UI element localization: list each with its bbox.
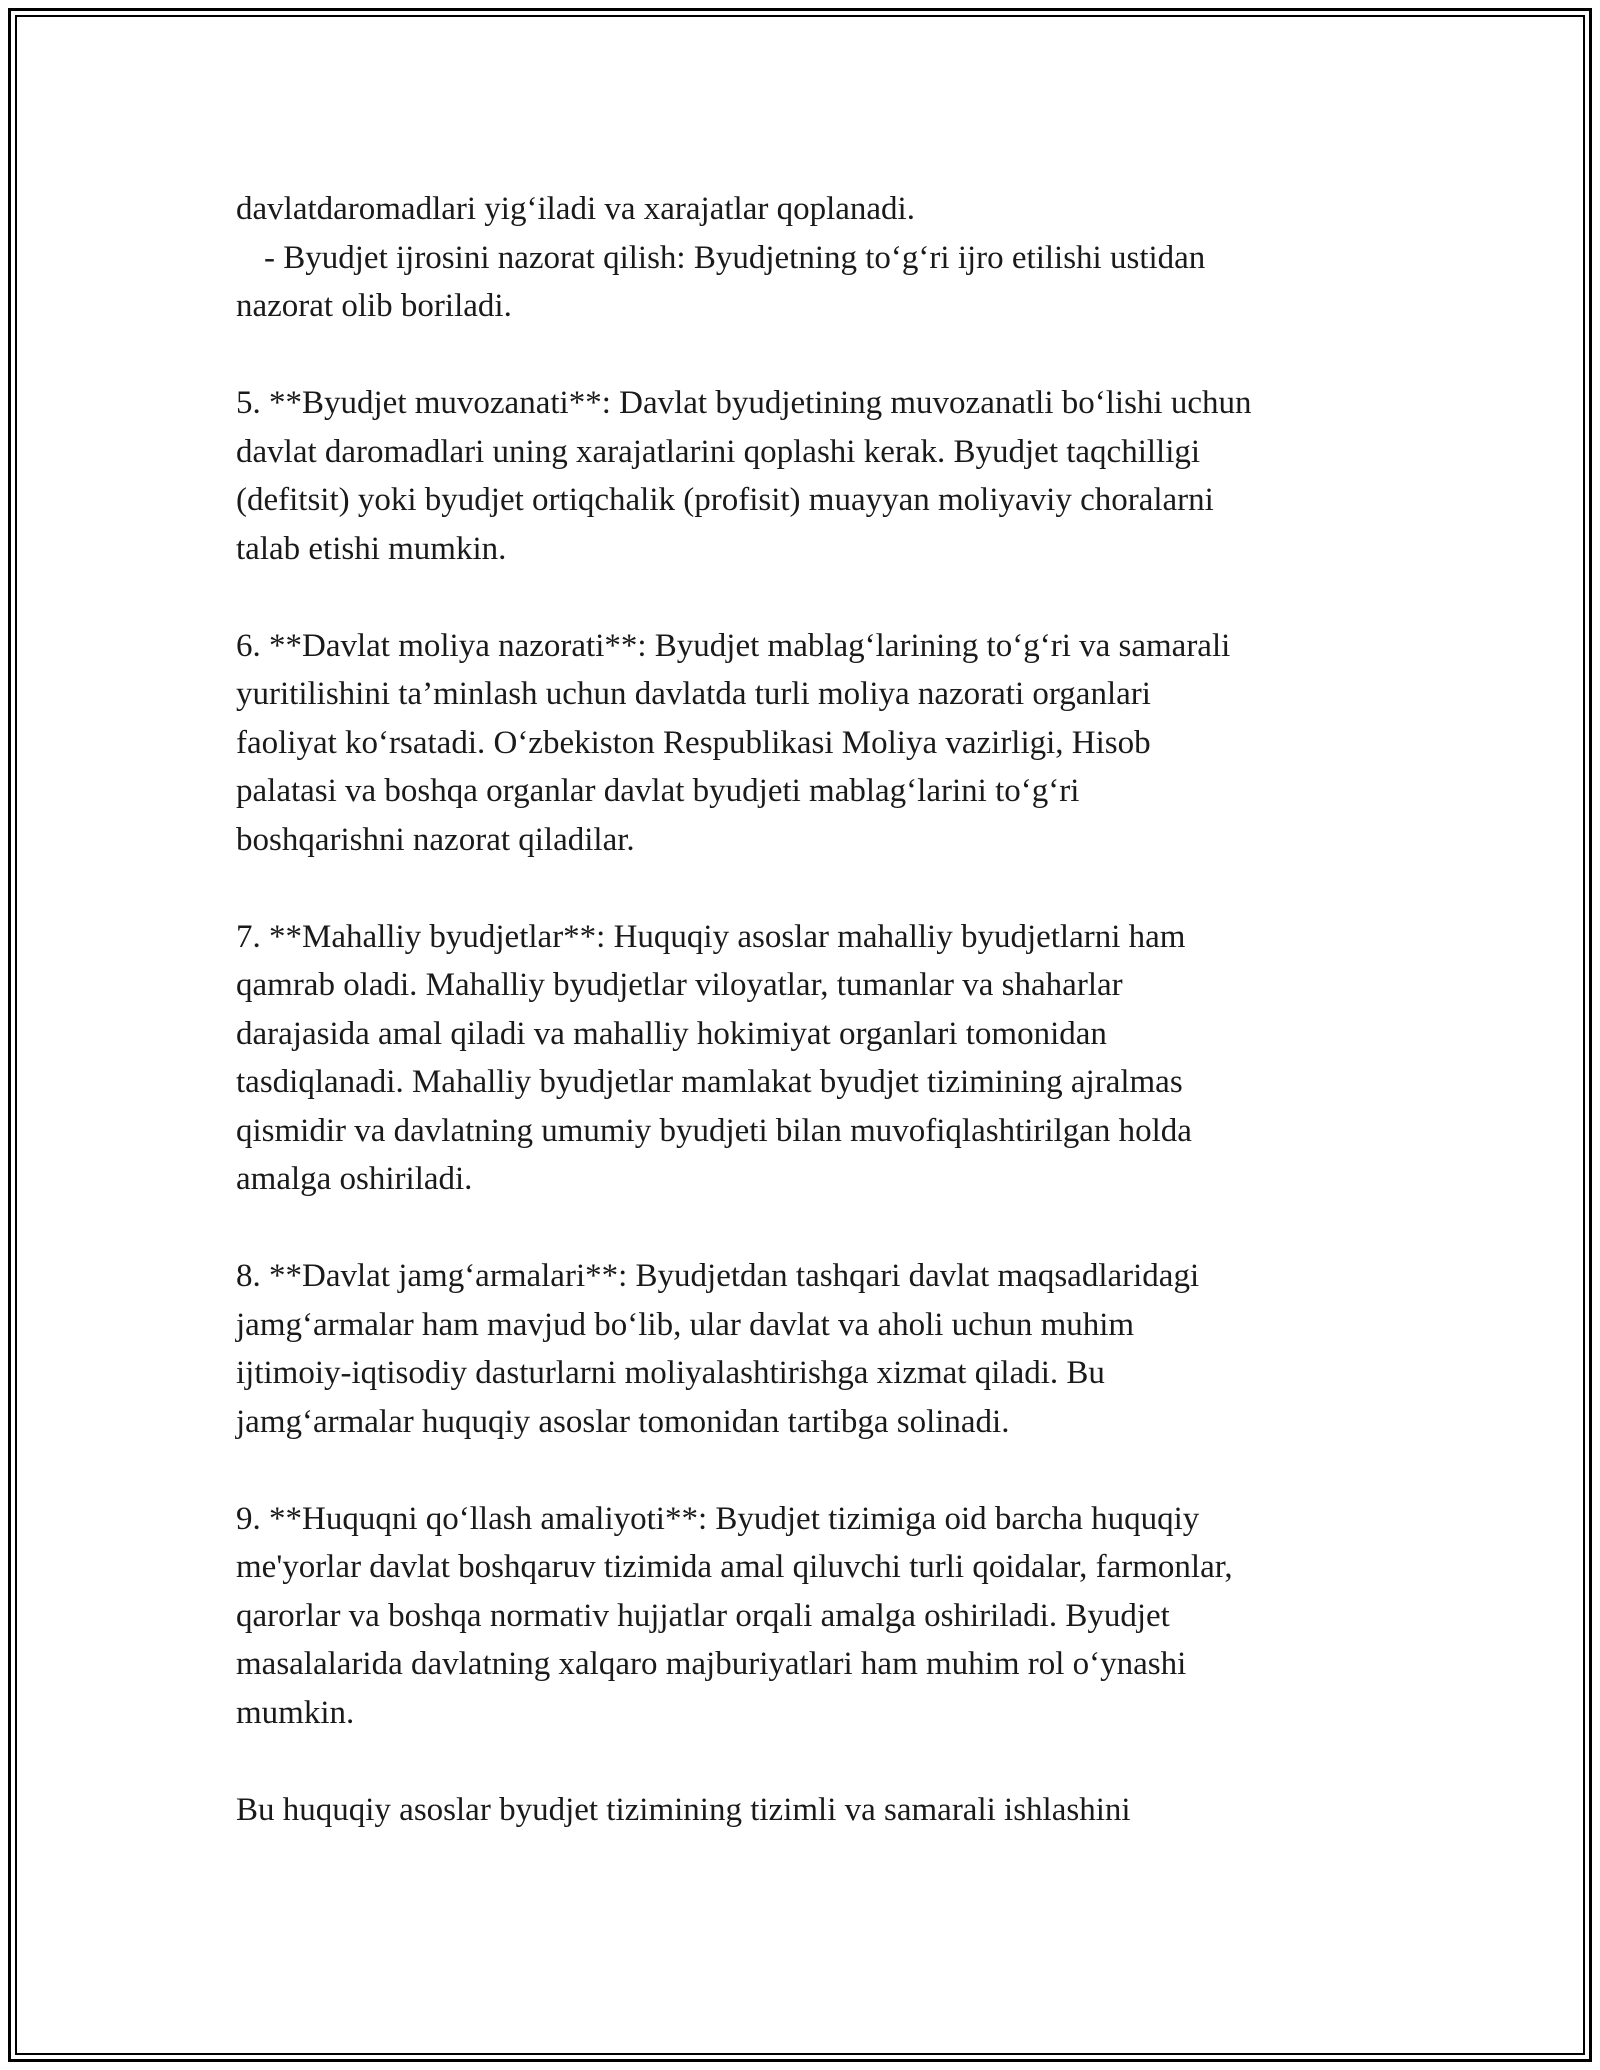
text-line: qismidir va davlatning umumiy byudjeti bilan muvofiqlashtirilgan holda	[236, 1112, 1192, 1149]
text-line: amalga oshiriladi.	[236, 1161, 473, 1197]
text-line: davlatdaromadlari yig‘iladi va xarajatlar qoplanadi.	[236, 191, 915, 227]
paragraph-gap	[236, 573, 1396, 622]
text-line: faoliyat ko‘rsatadi. O‘zbekiston Respublikasi Moliya vazirligi, Hisob	[236, 724, 1151, 761]
document-body	[236, 185, 1396, 1834]
paragraph-gap	[236, 1204, 1396, 1253]
text-line: davlat daromadlari uning xarajatlarini qoplashi kerak. Byudjet taqchilligi	[236, 433, 1201, 470]
text-line: palatasi va boshqa organlar davlat byudjeti mablag‘larini to‘g‘ri	[236, 773, 1080, 809]
text-line: qarorlar va boshqa normativ hujjatlar orqali amalga oshiriladi. Byudjet	[236, 1597, 1170, 1634]
item-6-heading-line: 6. **Davlat moliya nazorati**: Byudjet mablag‘larining to‘g‘ri va samarali	[236, 627, 1231, 664]
text-line: tasdiqlanadi. Mahalliy byudjetlar mamlakat byudjet tizimining ajralmas	[236, 1064, 1183, 1100]
text-line: jamg‘armalar ham mavjud bo‘lib, ular davlat va aholi uchun muhim	[236, 1306, 1135, 1343]
text-line: yuritilishini ta’minlash uchun davlatda turli moliya nazorati organlari	[236, 676, 1151, 712]
text-line: mumkin.	[236, 1694, 355, 1731]
paragraph-gap	[236, 331, 1396, 380]
text-line: qamrab oladi. Mahalliy byudjetlar viloyatlar, tumanlar va shaharlar	[236, 967, 1123, 1003]
text-line: ijtimoiy-iqtisodiy dasturlarni moliyalashtirishga xizmat qiladi. Bu	[236, 1355, 1105, 1391]
paragraph-gap	[236, 1446, 1396, 1495]
text-line: (defitsit) yoki byudjet ortiqchalik (profisit) muayyan moliyaviy choralarni	[236, 482, 1214, 518]
text-line: me'yorlar davlat boshqaruv tizimida amal qiluvchi turli qoidalar, farmonlar,	[236, 1549, 1233, 1585]
item-9-heading-line: 9. **Huquqni qo‘llash amaliyoti**: Byudjet tizimiga oid barcha huquqiy	[236, 1500, 1200, 1537]
item-7-heading-line: 7. **Mahalliy byudjetlar**: Huquqiy asoslar mahalliy byudjetlarni ham	[236, 918, 1186, 955]
item-5-heading-line: 5. **Byudjet muvozanati**: Davlat byudjetining muvozanatli bo‘lishi uchun	[236, 385, 1252, 421]
item-8-heading-line: 8. **Davlat jamg‘armalari**: Byudjetdan tashqari davlat maqsadlaridagi	[236, 1258, 1200, 1294]
bullet-line: - Byudjet ijrosini nazorat qilish: Byudjetning to‘g‘ri ijro etilishi ustidan	[264, 239, 1206, 276]
text-line: nazorat olib boriladi.	[236, 288, 512, 324]
text-line: boshqarishni nazorat qiladilar.	[236, 821, 635, 858]
text-line: talab etishi mumkin.	[236, 530, 507, 567]
text-line: masalalarida davlatning xalqaro majburiyatlari ham muhim rol o‘ynashi	[236, 1646, 1187, 1682]
text-line: darajasida amal qiladi va mahalliy hokimiyat organlari tomonidan	[236, 1015, 1107, 1052]
paragraph-gap	[236, 864, 1396, 913]
closing-line: Bu huquqiy asoslar byudjet tizimining tizimli va samarali ishlashini	[236, 1791, 1131, 1828]
text-line: jamg‘armalar huquqiy asoslar tomonidan tartibga solinadi.	[236, 1403, 1010, 1440]
paragraph-gap	[236, 1737, 1396, 1786]
